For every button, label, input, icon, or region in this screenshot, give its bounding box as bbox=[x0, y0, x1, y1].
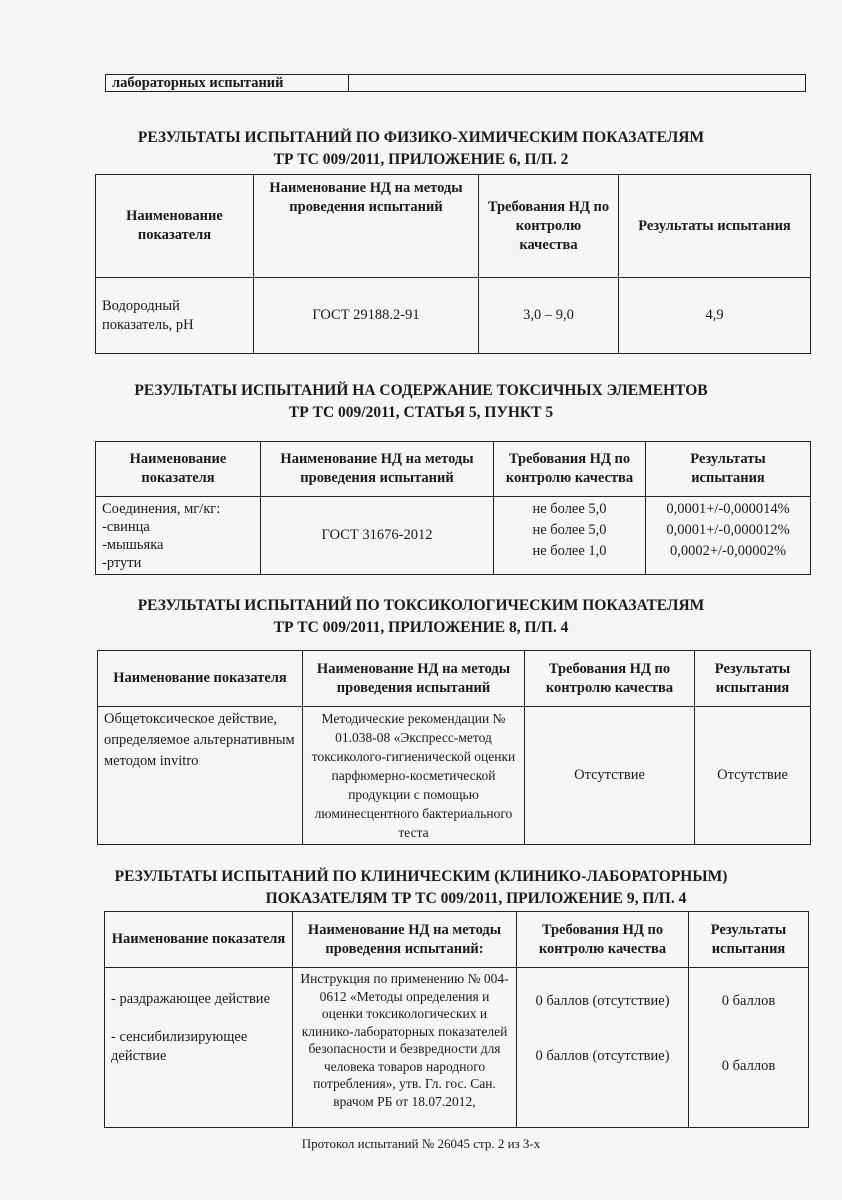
col-header-requirement: Требования НД по контролю качества bbox=[479, 175, 619, 278]
cell-requirement bbox=[517, 968, 689, 1128]
name-line: -мышьяка bbox=[102, 536, 164, 553]
col-header-requirement: Требования НД по контролю качества bbox=[517, 912, 689, 968]
cell-indicator-name bbox=[105, 968, 293, 1128]
col-header-result: Результаты испытания bbox=[695, 651, 811, 707]
physchem-table bbox=[95, 174, 811, 354]
cell-result: 4,9 bbox=[619, 278, 811, 354]
section-4-title-line-2: ПОКАЗАТЕЛЯМ ТР ТС 009/2011, ПРИЛОЖЕНИЕ 9, П/П. 4 bbox=[265, 890, 687, 907]
result-line: 0,0001+/-0,000012% bbox=[666, 522, 790, 538]
cell-method: ГОСТ 31676-2012 bbox=[261, 497, 494, 575]
top-continuation-table bbox=[105, 74, 806, 92]
cell-result: Отсутствие bbox=[695, 707, 811, 845]
col-header-requirement: Требования НД по контролю качества bbox=[525, 651, 695, 707]
col-header-method: Наименование НД на методы проведения испытаний bbox=[254, 175, 479, 278]
col-header-result: Результаты испытания bbox=[689, 912, 809, 968]
requirement-line: не более 1,0 bbox=[532, 543, 607, 559]
name-line: -свинца bbox=[102, 518, 150, 535]
cell-result bbox=[689, 968, 809, 1128]
col-header-name: Наименование показателя bbox=[96, 175, 254, 278]
table-header-row bbox=[96, 442, 811, 497]
table-header-row bbox=[96, 175, 811, 278]
table-header-row bbox=[105, 912, 809, 968]
cell-requirement: Отсутствие bbox=[525, 707, 695, 845]
col-header-method: Наименование НД на методы проведения испытаний bbox=[303, 651, 525, 707]
name-line: -ртути bbox=[102, 554, 142, 571]
clinical-table bbox=[104, 911, 809, 1128]
cell-result bbox=[646, 497, 811, 575]
toxic-elements-table bbox=[95, 441, 811, 575]
cell-indicator-name bbox=[96, 497, 261, 575]
section-2-title-line-2: ТР ТС 009/2011, СТАТЬЯ 5, ПУНКТ 5 bbox=[288, 404, 554, 421]
requirement-sensitizing: 0 баллов (отсутствие) bbox=[535, 1048, 670, 1064]
toxicology-table bbox=[97, 650, 811, 845]
col-header-requirement: Требования НД по контролю качества bbox=[494, 442, 646, 497]
section-3-title bbox=[60, 595, 782, 639]
col-header-result: Результаты испытания bbox=[619, 175, 811, 278]
table-row bbox=[106, 75, 806, 92]
col-header-method: Наименование НД на методы проведения испытаний bbox=[261, 442, 494, 497]
col-header-name: Наименование показателя bbox=[96, 442, 261, 497]
col-header-method: Наименование НД на методы проведения испытаний: bbox=[293, 912, 517, 968]
table-header-row bbox=[98, 651, 811, 707]
section-3-title-line-1: РЕЗУЛЬТАТЫ ИСПЫТАНИЙ ПО ТОКСИКОЛОГИЧЕСКИМ ПОКАЗАТЕЛЯМ bbox=[137, 597, 705, 614]
result-sensitizing: 0 баллов bbox=[721, 1058, 776, 1074]
section-2-title bbox=[60, 380, 782, 424]
section-1-title bbox=[60, 127, 782, 171]
section-1-title-line-1: РЕЗУЛЬТАТЫ ИСПЫТАНИЙ ПО ФИЗИКО-ХИМИЧЕСКИМ ПОКАЗАТЕЛЯМ bbox=[137, 129, 705, 146]
col-header-name: Наименование показателя bbox=[105, 912, 293, 968]
section-3-title-line-2: ТР ТС 009/2011, ПРИЛОЖЕНИЕ 8, П/П. 4 bbox=[273, 619, 569, 636]
result-irritant: 0 баллов bbox=[721, 993, 776, 1009]
cell-method: Методические рекомендации № 01.038-08 «Экспресс-метод токсиколого-гигиенической оценки парфюмерно-косметической продукции с помощью люминесцентного бактериального теста bbox=[303, 707, 525, 845]
section-2-title-line-1: РЕЗУЛЬТАТЫ ИСПЫТАНИЙ НА СОДЕРЖАНИЕ ТОКСИЧНЫХ ЭЛЕМЕНТОВ bbox=[134, 382, 708, 399]
table-row bbox=[96, 278, 811, 354]
col-header-result: Результаты испытания bbox=[646, 442, 811, 497]
name-line: Соединения, мг/кг: bbox=[102, 500, 221, 517]
section-4-title bbox=[60, 866, 782, 910]
indicator-sensitizing: - сенсибилизирующее действие bbox=[111, 1029, 248, 1064]
table-row bbox=[98, 707, 811, 845]
cell-method: ГОСТ 29188.2-91 bbox=[254, 278, 479, 354]
col-header-name: Наименование показателя bbox=[98, 651, 303, 707]
requirement-line: не более 5,0 bbox=[532, 501, 607, 517]
requirement-line: не более 5,0 bbox=[532, 522, 607, 538]
section-4-title-line-1: РЕЗУЛЬТАТЫ ИСПЫТАНИЙ ПО КЛИНИЧЕСКИМ (КЛИНИКО-ЛАБОРАТОРНЫМ) bbox=[114, 868, 728, 885]
page-footer: Протокол испытаний № 26045 стр. 2 из 3-х bbox=[301, 1136, 541, 1151]
cell-requirement: 3,0 – 9,0 bbox=[479, 278, 619, 354]
cell-indicator-name: Водородный показатель, pH bbox=[96, 278, 254, 354]
top-row-right bbox=[349, 75, 806, 92]
top-row-left: лабораторных испытаний bbox=[106, 75, 349, 92]
result-line: 0,0001+/-0,000014% bbox=[666, 501, 790, 517]
cell-requirement bbox=[494, 497, 646, 575]
table-row bbox=[96, 497, 811, 575]
cell-method: Инструкция по применению № 004-0612 «Методы определения и оценки токсикологических и клинико-лабораторных показателей безопасности и безвредности для человека товаров народного потребления», утв. Гл. гос. Сан. врачом РБ от 18.07.2012, bbox=[293, 968, 517, 1128]
cell-indicator-name: Общетоксическое действие, определяемое альтернативным методом invitro bbox=[98, 707, 303, 845]
section-1-title-line-2: ТР ТС 009/2011, ПРИЛОЖЕНИЕ 6, П/П. 2 bbox=[273, 151, 569, 168]
indicator-irritant: - раздражающее действие bbox=[111, 991, 271, 1007]
requirement-irritant: 0 баллов (отсутствие) bbox=[535, 993, 670, 1009]
result-line: 0,0002+/-0,00002% bbox=[669, 543, 787, 559]
table-row bbox=[105, 968, 809, 1128]
